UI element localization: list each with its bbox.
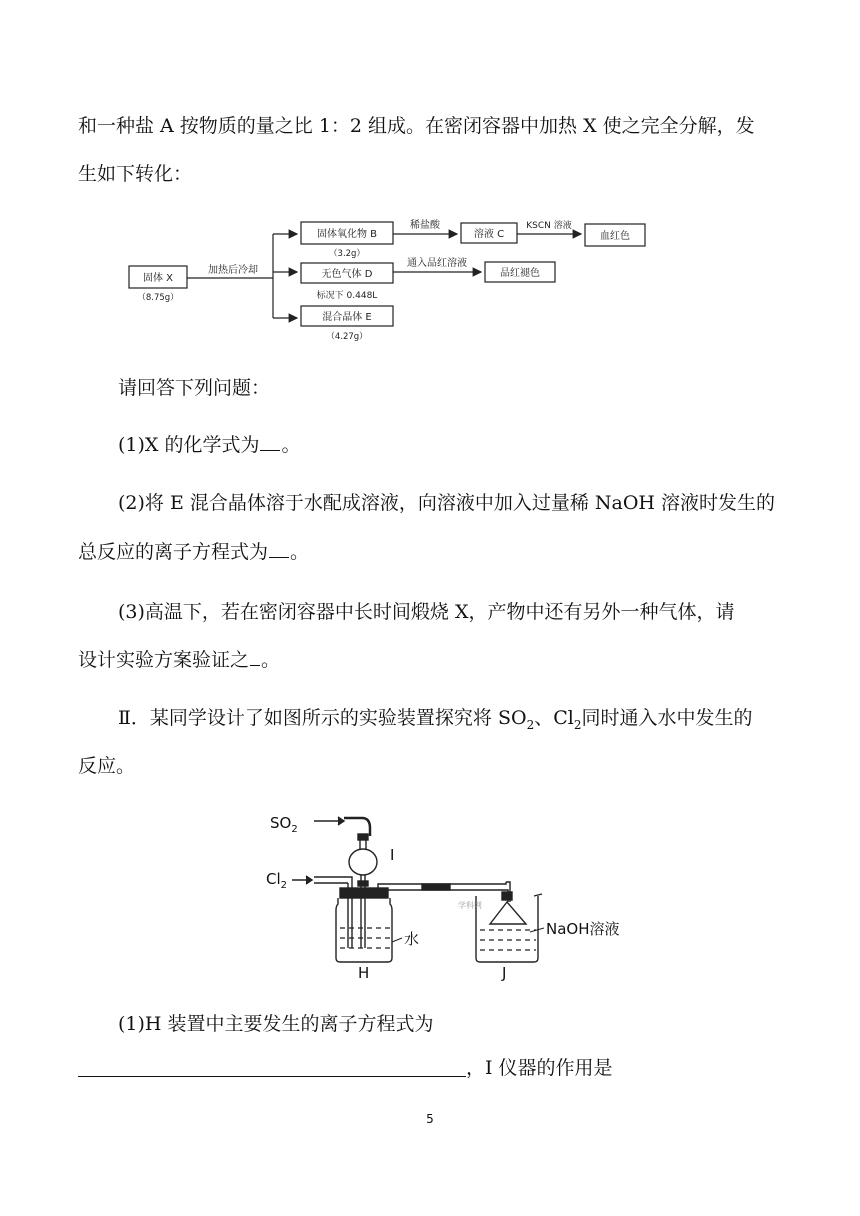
solid-x-mass: （8.75g） [137, 293, 179, 303]
q3-answer-blank [250, 649, 260, 666]
intro-line-1: 和一种盐 A 按物质的量之比 1：2 组成。在密闭容器中加热 X 使之完全分解，发 [78, 115, 755, 137]
solid-x-label: 固体 X [142, 273, 174, 284]
question-2-line-2: 总反应的离子方程式为 。 [78, 541, 310, 563]
intro-line-2: 生如下转化： [78, 163, 193, 185]
water-label: 水 [404, 930, 420, 948]
naoh-label: NaOH溶液 [546, 920, 620, 938]
crystal-e-mass: （4.27g） [326, 332, 368, 342]
oxide-b-label: 固体氧化物 B [316, 229, 378, 240]
into-magenta-label: 通入品红溶液 [407, 258, 467, 269]
watermark: 学科网 [458, 901, 482, 910]
question-3-line-1: (3)高温下，若在密闭容器中长时间煅烧 X，产物中还有另外一种气体，请 [118, 601, 735, 623]
kscn-label: KSCN 溶液 [526, 221, 572, 231]
question-2-line-1: (2)将 E 混合晶体溶于水配成溶液，向溶液中加入过量稀 NaOH 溶液时发生的 [118, 492, 776, 514]
heat-label: 加热后冷却 [208, 265, 258, 276]
question-1: (1)X 的化学式为 。 [118, 434, 301, 456]
apparatus-diagram [262, 806, 652, 982]
oxide-b-mass: （3.2g） [329, 249, 365, 259]
solution-c-label: 溶液 C [473, 229, 505, 240]
beaker-label: J [502, 964, 507, 982]
gas-d-label: 无色气体 D [321, 269, 373, 280]
so2-label: $SO_2$ [270, 814, 298, 835]
flow-diagram [125, 214, 665, 346]
subq-line-2-end: ，I 仪器的作用是 [466, 1057, 613, 1079]
funnel-label: I [390, 846, 395, 864]
questions-prompt: 请回答下列问题： [118, 377, 271, 399]
part2-line-2: 反应。 [78, 755, 136, 777]
subq-answer-line [78, 1076, 466, 1077]
magenta-fade-label: 品红褪色 [500, 268, 540, 279]
question-3-line-2: 设计实验方案验证之 。 [78, 649, 281, 671]
dilute-hcl-label: 稀盐酸 [410, 220, 440, 231]
cl2-label: $Cl_2$ [266, 870, 288, 891]
part2-line-1: Ⅱ．某同学设计了如图所示的实验装置探究将 $SO_2$、$Cl_2$同时通入水中发生的 [118, 707, 753, 732]
gas-d-volume: 标况下 0.448L [316, 291, 378, 301]
crystal-e-label: 混合晶体 E [322, 312, 372, 323]
blood-red-label: 血红色 [600, 231, 630, 242]
q2-answer-blank [269, 541, 289, 558]
q1-answer-blank [260, 434, 280, 451]
subq-line-1: (1)H 装置中主要发生的离子方程式为 [118, 1013, 434, 1035]
bottle-label: H [358, 964, 370, 982]
page-number: 5 [426, 1112, 434, 1126]
